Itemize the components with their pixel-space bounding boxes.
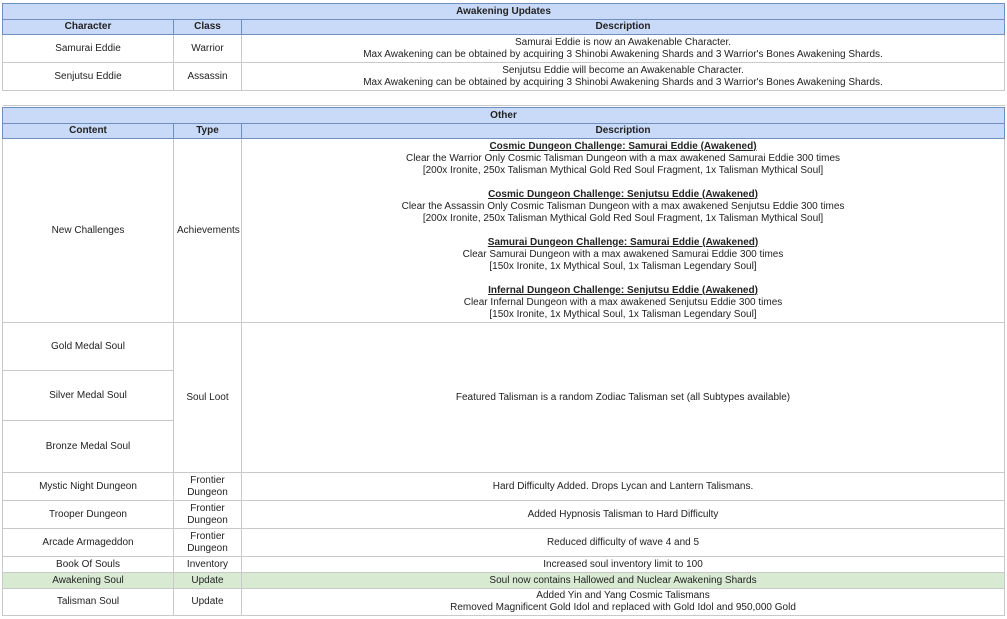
type-line: Dungeon	[187, 514, 228, 526]
description-line: Max Awakening can be obtained by acquiring 3 Shinobi Awakening Shards and 3 Warrior's Bones Awakening Shards.	[363, 48, 883, 60]
type-line: Frontier	[190, 474, 225, 486]
header-type: Type	[174, 124, 242, 139]
type-line: Frontier	[190, 502, 225, 514]
content-cell: Silver Medal Soul	[3, 371, 174, 421]
challenge-title: Samurai Dungeon Challenge: Samurai Eddie (Awakened)	[487, 236, 759, 248]
header-description: Description	[242, 20, 1005, 35]
class-cell: Warrior	[174, 35, 242, 63]
awakening-table	[2, 3, 1005, 106]
content-cell: Talisman Soul	[3, 589, 174, 616]
spacer	[245, 225, 1001, 237]
type-cell	[174, 529, 242, 557]
description-cell	[242, 63, 1005, 91]
challenge-reward: [150x Ironite, 1x Mythical Soul, 1x Talisman Legendary Soul]	[489, 308, 757, 320]
table-row-highlighted	[3, 573, 1005, 589]
challenge-title: Infernal Dungeon Challenge: Senjutsu Eddie (Awakened)	[488, 284, 758, 296]
other-title: Other	[3, 108, 1005, 124]
description-line: Removed Magnificent Gold Idol and replaced with Gold Idol and 950,000 Gold	[450, 602, 796, 613]
challenge-line: Clear Infernal Dungeon with a max awakened Senjutsu Eddie 300 times	[463, 296, 783, 308]
table-row	[3, 557, 1005, 573]
type-line: Frontier	[190, 530, 225, 542]
type-line: Dungeon	[187, 542, 228, 554]
challenge-reward: [150x Ironite, 1x Mythical Soul, 1x Talisman Legendary Soul]	[489, 260, 757, 272]
character-cell: Samurai Eddie	[3, 35, 174, 63]
description-line: Samurai Eddie is now an Awakenable Character.	[514, 36, 732, 48]
type-line: Dungeon	[187, 486, 228, 498]
other-table	[2, 107, 1005, 616]
awakening-column-headers	[3, 20, 1005, 35]
spacer-row	[3, 91, 1005, 106]
type-cell: Achievements	[174, 139, 242, 323]
other-column-headers	[3, 124, 1005, 139]
character-cell: Senjutsu Eddie	[3, 63, 174, 91]
description-cell: Reduced difficulty of wave 4 and 5	[242, 529, 1005, 557]
content-cell: Mystic Night Dungeon	[3, 473, 174, 501]
challenge-line: Clear the Assassin Only Cosmic Talisman Dungeon with a max awakened Senjutsu Eddie 300 times	[401, 200, 845, 212]
table-row	[3, 529, 1005, 557]
type-cell	[174, 501, 242, 529]
type-cell: Soul Loot	[174, 323, 242, 473]
spacer-cell	[3, 91, 1005, 106]
content-cell: Bronze Medal Soul	[3, 421, 174, 473]
description-cell: Soul now contains Hallowed and Nuclear Awakening Shards	[242, 573, 1005, 589]
awakening-title: Awakening Updates	[3, 4, 1005, 20]
header-description: Description	[242, 124, 1005, 139]
description-cell: Hard Difficulty Added. Drops Lycan and Lantern Talismans.	[242, 473, 1005, 501]
content-cell: Trooper Dungeon	[3, 501, 174, 529]
content-cell: Awakening Soul	[3, 573, 174, 589]
awakening-section-header	[3, 4, 1005, 20]
challenge-reward: [200x Ironite, 250x Talisman Mythical Gold Red Soul Fragment, 1x Talisman Mythical Soul]	[422, 212, 824, 224]
class-cell: Assassin	[174, 63, 242, 91]
spacer	[245, 273, 1001, 285]
header-character: Character	[3, 20, 174, 35]
description-line: Added Yin and Yang Cosmic Talismans	[536, 590, 710, 601]
type-cell: Update	[174, 589, 242, 616]
other-section-header	[3, 108, 1005, 124]
table-row	[3, 501, 1005, 529]
description-line: Senjutsu Eddie will become an Awakenable Character.	[502, 64, 744, 76]
header-content: Content	[3, 124, 174, 139]
content-cell: Gold Medal Soul	[3, 323, 174, 371]
challenge-reward: [200x Ironite, 250x Talisman Mythical Gold Red Soul Fragment, 1x Talisman Mythical Soul]	[422, 164, 824, 176]
table-row	[3, 589, 1005, 616]
description-cell	[242, 35, 1005, 63]
table-row	[3, 35, 1005, 63]
description-cell: Added Hypnosis Talisman to Hard Difficulty	[242, 501, 1005, 529]
table-row	[3, 323, 1005, 371]
description-cell	[242, 589, 1005, 616]
challenge-title: Cosmic Dungeon Challenge: Samurai Eddie (Awakened)	[489, 140, 757, 152]
content-cell: Book Of Souls	[3, 557, 174, 573]
challenge-title: Cosmic Dungeon Challenge: Senjutsu Eddie (Awakened)	[488, 188, 758, 200]
content-cell: New Challenges	[3, 139, 174, 323]
description-cell: Featured Talisman is a random Zodiac Talisman set (all Subtypes available)	[242, 323, 1005, 473]
table-row	[3, 473, 1005, 501]
type-cell	[174, 473, 242, 501]
challenge-line: Clear the Warrior Only Cosmic Talisman Dungeon with a max awakened Samurai Eddie 300 times	[405, 152, 841, 164]
table-row	[3, 139, 1005, 323]
spacer	[245, 177, 1001, 189]
table-row	[3, 63, 1005, 91]
content-cell: Arcade Armageddon	[3, 529, 174, 557]
challenge-line: Clear Samurai Dungeon with a max awakened Samurai Eddie 300 times	[462, 248, 784, 260]
description-line: Max Awakening can be obtained by acquiring 3 Shinobi Awakening Shards and 3 Warrior's Bones Awakening Shards.	[363, 76, 883, 88]
type-cell: Update	[174, 573, 242, 589]
type-cell: Inventory	[174, 557, 242, 573]
description-cell: Increased soul inventory limit to 100	[242, 557, 1005, 573]
header-class: Class	[174, 20, 242, 35]
challenges-description-cell	[242, 139, 1005, 323]
